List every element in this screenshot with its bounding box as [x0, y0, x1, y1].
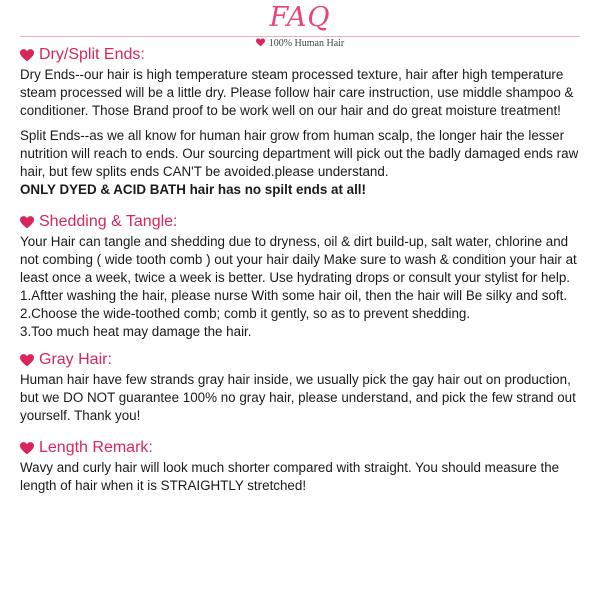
heart-icon	[20, 216, 34, 229]
section-title-text: Gray Hair:	[39, 351, 112, 368]
paragraph-dry-ends: Dry Ends--our hair is high temperature steam processed texture, hair after high temperature steam processed will be a little dry. Please follow hair care instruction, use middle shampoo & conditioner. Those Brand proof to be work well on our hair and do great moisture treatment!	[20, 67, 574, 118]
section-title-text: Shedding & Tangle:	[39, 213, 178, 230]
paragraph-dyed-note: ONLY DYED & ACID BATH hair has no spilt ends at all!	[20, 182, 366, 197]
heart-icon	[20, 49, 34, 62]
heart-icon	[20, 354, 34, 367]
subtitle-text: 100% Human Hair	[268, 38, 345, 49]
paragraph-gray-hair: Human hair have few strands gray hair inside, we usually pick the gay hair out on production, but we DO NOT guarantee 100% no gray hair, please understand, and pick the few strand out yourself. Thank you!	[20, 372, 576, 423]
page-title: FAQ	[269, 2, 331, 33]
section-title-dry-split-ends	[20, 44, 585, 66]
list-item-3: 3.Too much heat may damage the hair.	[20, 324, 252, 339]
paragraph-length-remark: Wavy and curly hair will look much shorter compared with straight. You should measure the length of hair when it is STRAIGHTLY stretched!	[20, 460, 560, 493]
header-divider	[20, 36, 580, 37]
heart-icon	[20, 442, 34, 455]
section-title-shedding-tangle	[20, 211, 585, 233]
section-title-text: Length Remark:	[39, 439, 153, 456]
faq-content	[20, 44, 585, 495]
paragraph-tangle: Your Hair can tangle and shedding due to dryness, oil & dirt build-up, salt water, chlorine and not combing ( wide tooth comb ) out your hair daily Make sure to wash & condition your hair at least once a week, twice a week is better. Use hydrating drops or consult your stylist for help.	[20, 234, 577, 285]
section-title-text: Dry/Split Ends:	[39, 46, 145, 63]
paragraph-split-ends: Split Ends--as we all know for human hair grow from human scalp, the longer hair the lesser nutrition will reach to ends. Our sourcing department will pick out the badly damaged ends raw hair, but few splits ends CAN'T be avoided.please understand.	[20, 128, 579, 179]
section-title-gray-hair	[20, 349, 585, 371]
list-item-2: 2.Choose the wide-toothed comb; comb it gently, so as to prevent shedding.	[20, 306, 471, 321]
list-item-1: 1.Aftter washing the hair, please nurse With some hair oil, then the hair will Be silky and soft.	[20, 288, 568, 303]
section-title-length-remark	[20, 437, 585, 459]
